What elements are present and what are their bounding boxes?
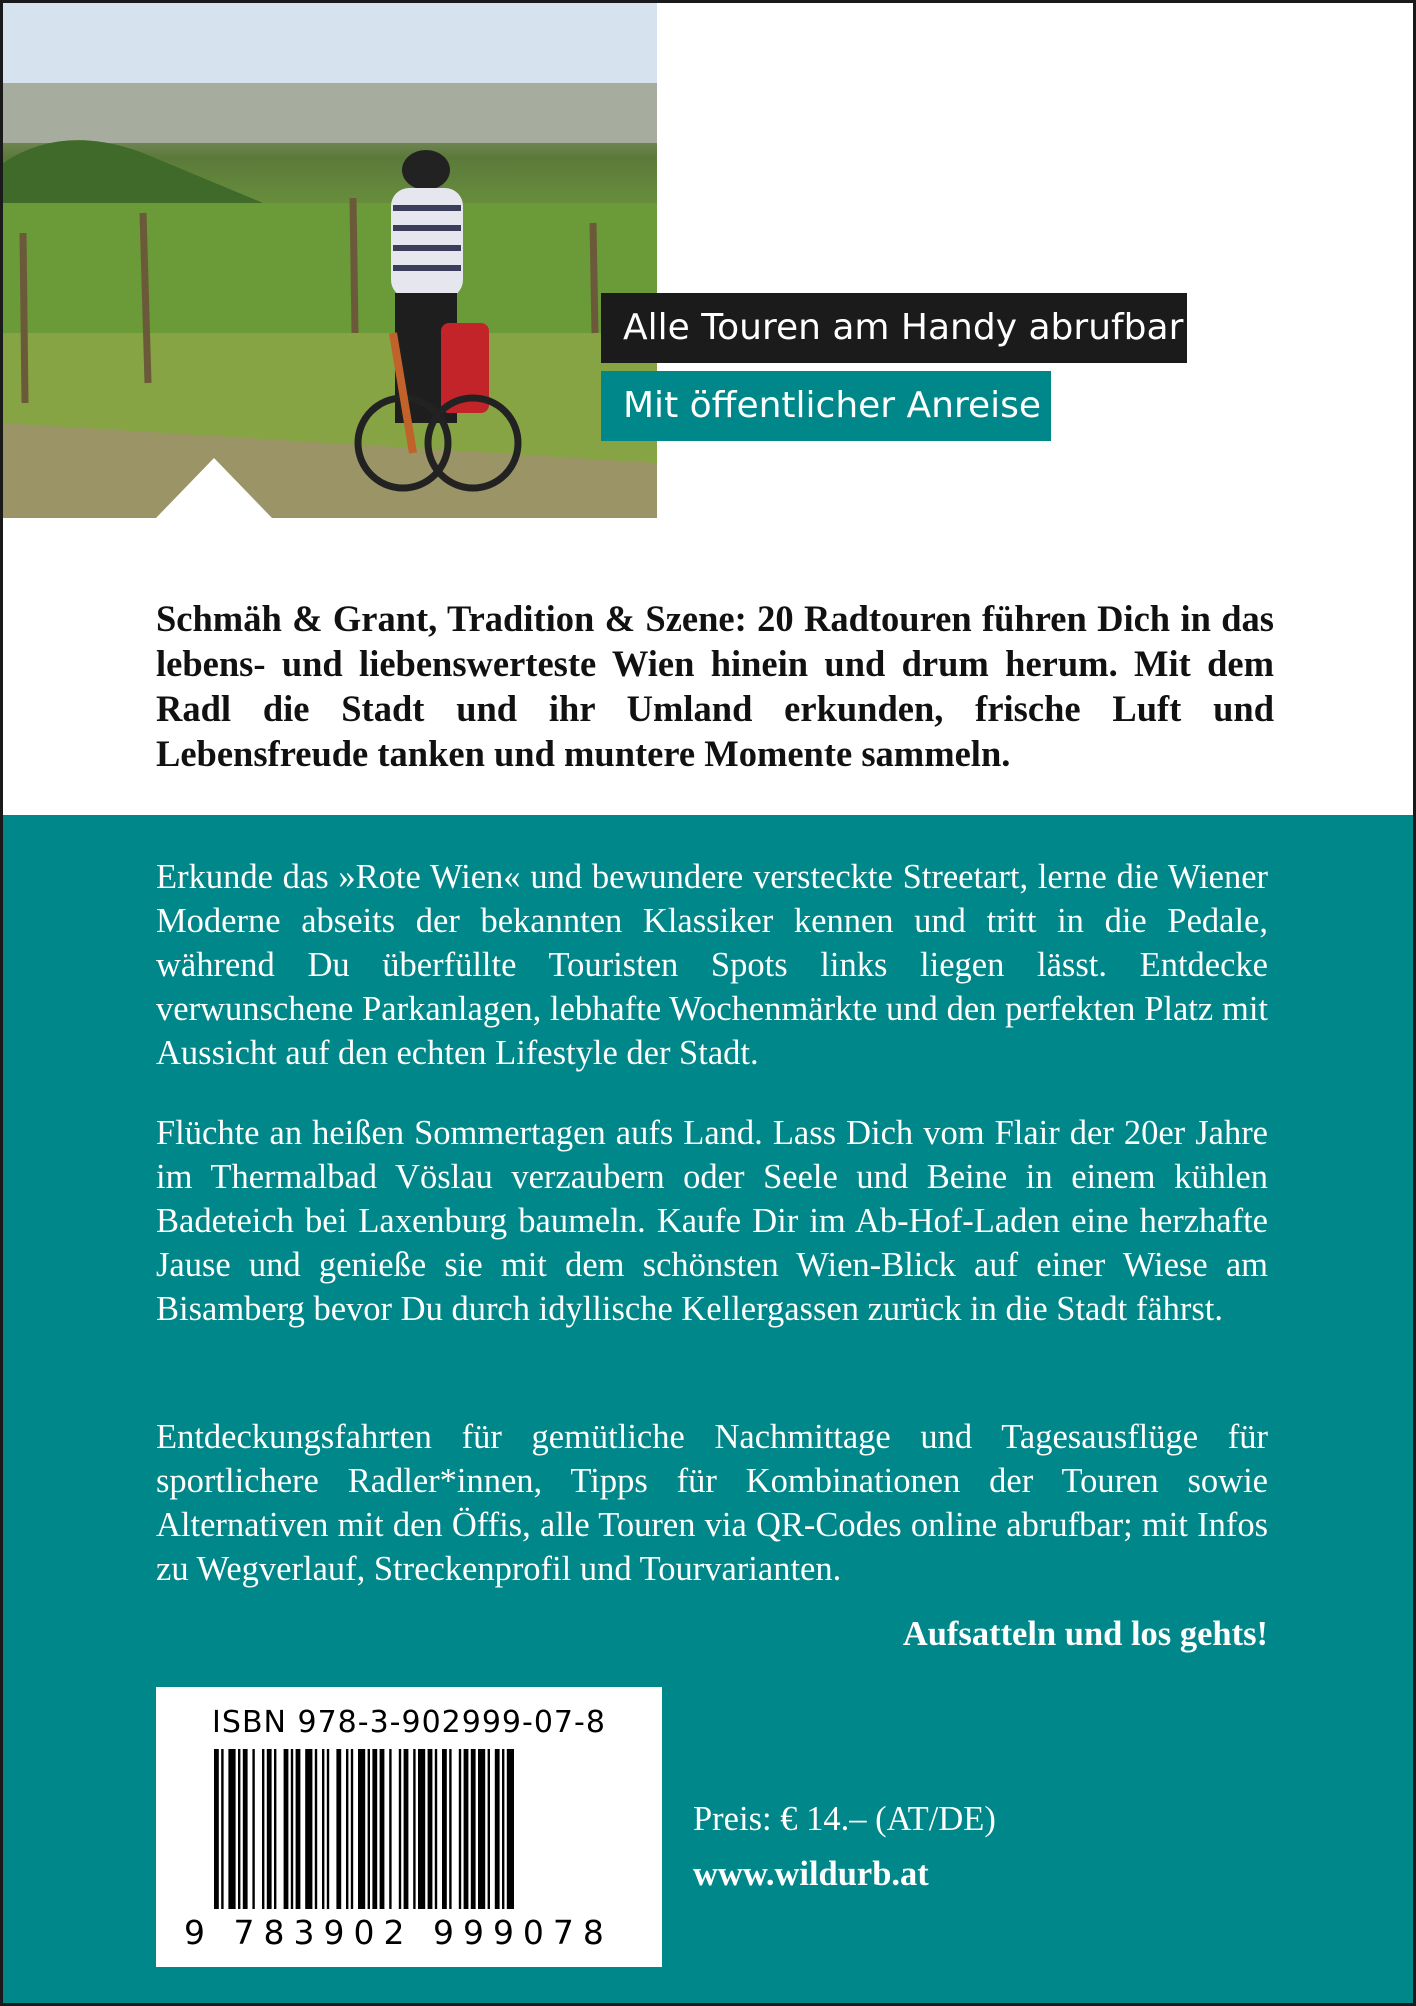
- barcode-bar: [428, 1749, 433, 1909]
- barcode-bar: [336, 1749, 341, 1909]
- barcode-bar: [284, 1749, 289, 1909]
- barcode-bar: [389, 1749, 391, 1909]
- photo-illustration: [3, 3, 657, 518]
- teal-panel: [3, 815, 1413, 2003]
- barcode-bar: [380, 1749, 385, 1909]
- barcode-bar: [399, 1749, 401, 1909]
- intro-text: Schmäh & Grant, Tradition & Szene: 20 Radtouren führen Dich in das lebens- und liebenswerteste Wien hinein und drum herum. Mit dem Radl die Stadt und ihr Umland erkunden, frische Luft und Lebensfreude tanken und muntere Momente sammeln.: [156, 598, 1274, 774]
- barcode-bar: [418, 1749, 425, 1909]
- barcode-bar: [214, 1749, 219, 1909]
- price: Preis: € 14.– (AT/DE): [693, 1800, 996, 1838]
- barcode-bar: [351, 1749, 353, 1909]
- barcode-bar: [478, 1749, 485, 1909]
- ean-digits: 9 783902 999078: [184, 1913, 613, 1952]
- barcode-bar: [243, 1749, 248, 1909]
- barcode-bar: [358, 1749, 365, 1909]
- barcode-bar: [291, 1749, 293, 1909]
- paragraph-3: Entdeckungsfahrten für gemütliche Nachmittage und Tagesausflüge für sportlichere Radler*innen, Tipps für Kombinationen der Touren sowie Alternativen mit den Öffis, alle Touren via QR-Codes online abrufbar; mit Infos zu Wegverlauf, Streckenprofil und Tourvarianten.: [156, 1418, 1268, 1588]
- book-back-cover: [3, 3, 1413, 2003]
- barcode-bar: [322, 1749, 324, 1909]
- slogan: Aufsatteln und los gehts!: [902, 1615, 1268, 1653]
- paragraph-2: Flüchte an heißen Sommertagen aufs Land. Lass Dich vom Flair der 20er Jahre im Thermalbad Vöslau verzaubern oder Seele und Beine in einem kühlen Badeteich bei Laxenburg baumeln. Kaufe Dir im Ab-Hof-Laden eine herzhafte Jause und genieße sie mit dem schönsten Wien-Blick auf einer Wiese am Bisamberg bevor Du durch idyllische Kellergassen zurück in die Stadt fährst.: [156, 1114, 1268, 1328]
- barcode-bar: [238, 1749, 240, 1909]
- barcode-bar: [442, 1749, 447, 1909]
- barcode-bar: [262, 1749, 264, 1909]
- barcode-bar: [228, 1749, 235, 1909]
- barcode-bar: [327, 1749, 329, 1909]
- isbn-barcode: [156, 1687, 662, 1967]
- barcode-bar: [464, 1749, 469, 1909]
- barcode-bar: [471, 1749, 476, 1909]
- barcode-bar: [305, 1749, 312, 1909]
- isbn-label: ISBN 978-3-902999-07-8: [212, 1705, 606, 1740]
- cyclist-vineyard-photo: [3, 3, 657, 518]
- mobile-tours-tag: Alle Touren am Handy abrufbar: [601, 293, 1187, 363]
- barcode-bar: [435, 1749, 437, 1909]
- barcode-bar: [404, 1749, 409, 1909]
- website: www.wildurb.at: [693, 1855, 929, 1893]
- barcode-bars: [214, 1749, 614, 1909]
- barcode-bar: [315, 1749, 317, 1909]
- barcode-bar: [368, 1749, 370, 1909]
- barcode-bar: [488, 1749, 490, 1909]
- barcode-bar: [296, 1749, 301, 1909]
- barcode-bar: [221, 1749, 223, 1909]
- barcode-bar: [274, 1749, 276, 1909]
- barcode-bar: [449, 1749, 451, 1909]
- photo-notch: [156, 458, 272, 518]
- barcode-bar: [346, 1749, 348, 1909]
- barcode-bar: [502, 1749, 504, 1909]
- barcode-bar: [252, 1749, 254, 1909]
- barcode-bar: [413, 1749, 415, 1909]
- paragraph-1: Erkunde das »Rote Wien« und bewundere versteckte Streetart, lerne die Wiener Moderne abseits der bekannten Klassiker kennen und tritt in die Pedale, während Du überfüllte Touristen Spots links liegen lässt. Entdecke verwunschene Parkanlagen, lebhafte Wochenmärkte und den perfekten Platz mit Aussicht auf den echten Lifestyle der Stadt.: [156, 858, 1268, 1072]
- barcode-bar: [267, 1749, 272, 1909]
- barcode-bar: [507, 1749, 514, 1909]
- barcode-bar: [495, 1749, 500, 1909]
- barcode-bar: [372, 1749, 377, 1909]
- public-transit-tag: Mit öffentlicher Anreise: [601, 371, 1051, 441]
- barcode-bar: [459, 1749, 461, 1909]
